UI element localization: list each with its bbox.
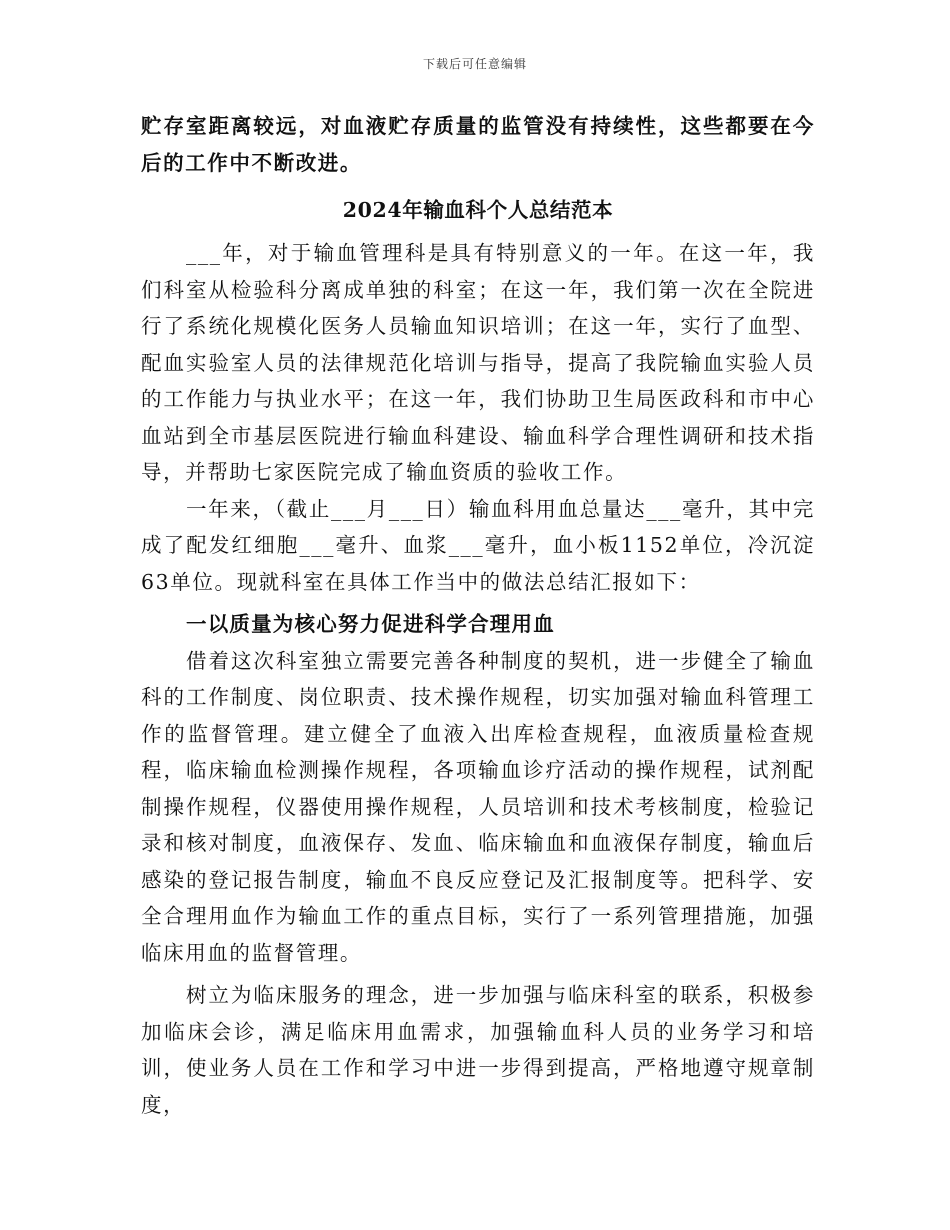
intro-paragraph: ___年，对于输血管理科是具有特别意义的一年。在这一年，我们科室从检验科分离成单独的科室；在这一年，我们第一次在全院进行了系统化规模化医务人员输血知识培训；在这一年，实行了血型、配血实验室人员的法律规范化培训与指导，提高了我院输血实验人员的工作能力与执业水平；在这一年，我们协助卫生局医政科和市中心血站到全市基层医院进行输血科建设、输血科学合理性调研和技术指导，并帮助七家医院完成了输血资质的验收工作。 [141,241,815,484]
section-paragraph-2: 树立为临床服务的理念，进一步加强与临床科室的联系，积极参加临床会诊，满足临床用血需求，加强输血科人员的业务学习和培训，使业务人员在工作和学习中进一步得到提高，严格地遵守规章制度， [141,983,815,1117]
summary-paragraph: 一年来，（截止___月___日）输血科用血总量达___毫升，其中完成了配发红细胞___毫升、血浆___毫升，血小板1152单位，冷沉淀63单位。现就科室在具体工作当中的做法总结汇报如下： [141,496,815,594]
section-paragraph-1: 借着这次科室独立需要完善各种制度的契机，进一步健全了输血科的工作制度、岗位职责、技术操作规程，切实加强对输血科管理工作的监督管理。建立健全了血液入出库检查规程，血液质量检查规程，临床输血检测操作规程，各项输血诊疗活动的操作规程，试剂配制操作规程，仪器使用操作规程，人员培训和技术考核制度，检验记录和核对制度，血液保存、发血、临床输血和血液保存制度，输血后感染的登记报告制度，输血不良反应登记及汇报制度等。把科学、安全合理用血作为输血工作的重点目标，实行了一系列管理措施，加强临床用血的监督管理。 [141,648,815,965]
section-heading: 一以质量为核心努力促进科学合理用血 [186,612,555,636]
header-note: 下载后可任意编辑 [422,57,527,71]
document-body [141,108,815,1123]
document-title: 2024年输血科个人总结范本 [342,198,614,222]
carryover-paragraph: 贮存室距离较远，对血液贮存质量的监管没有持续性，这些都要在今后的工作中不断改进。 [141,114,815,175]
